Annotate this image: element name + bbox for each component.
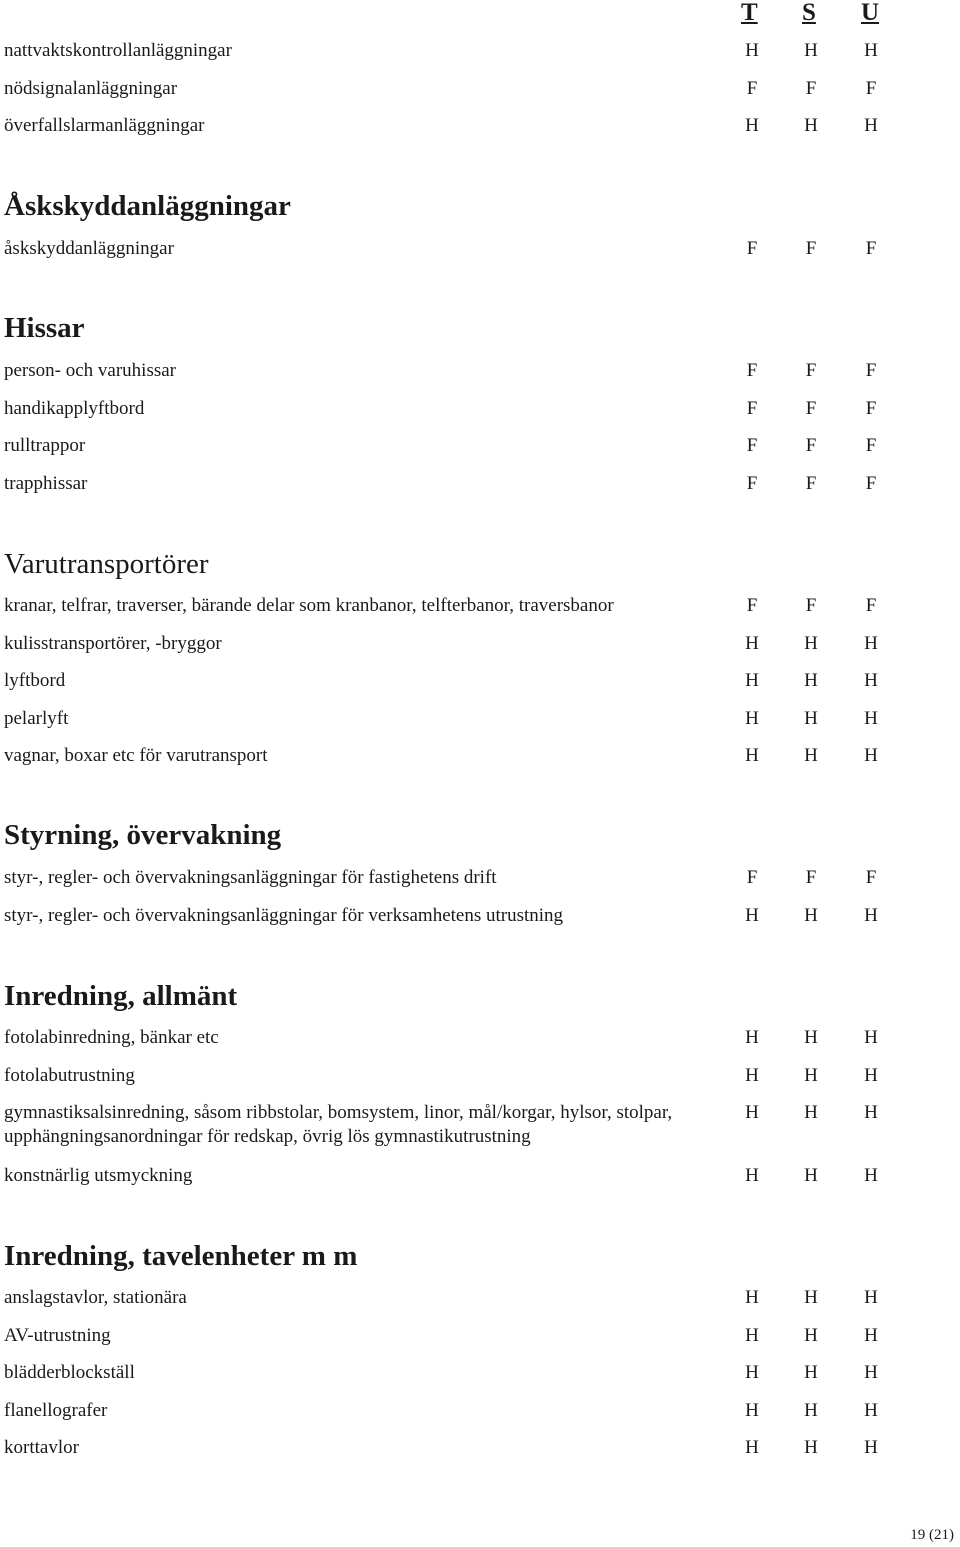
row-label: person- och varuhissar bbox=[4, 360, 177, 381]
cell-u: F bbox=[865, 238, 877, 259]
table-row bbox=[4, 1399, 954, 1439]
table-row bbox=[4, 866, 954, 906]
cell-t: H bbox=[745, 1362, 759, 1383]
table-row bbox=[4, 707, 954, 747]
cell-s: F bbox=[805, 867, 817, 888]
cell-s: F bbox=[805, 398, 817, 419]
cell-t: F bbox=[746, 78, 758, 99]
cell-u: F bbox=[865, 867, 877, 888]
cell-u: F bbox=[865, 435, 877, 456]
row-label: styr-, regler- och övervakningsanläggningar för verksamhetens utrustning bbox=[4, 905, 564, 926]
cell-t: H bbox=[745, 1400, 759, 1421]
row-label: AV-utrustning bbox=[4, 1325, 111, 1346]
row-label: korttavlor bbox=[4, 1437, 79, 1458]
row-label: pelarlyft bbox=[4, 708, 69, 729]
cell-s: F bbox=[805, 473, 817, 494]
cell-s: H bbox=[804, 1362, 818, 1383]
section-heading: Hissar bbox=[4, 312, 85, 344]
table-row bbox=[4, 1324, 954, 1364]
table-row bbox=[4, 359, 954, 399]
cell-s: H bbox=[804, 40, 818, 61]
table-row bbox=[4, 594, 954, 634]
cell-t: F bbox=[746, 435, 758, 456]
column-header-t: T bbox=[741, 0, 758, 26]
table-row bbox=[4, 237, 954, 277]
table-row bbox=[4, 77, 954, 117]
table-row bbox=[4, 434, 954, 474]
cell-u: F bbox=[865, 78, 877, 99]
row-label: konstnärlig utsmyckning bbox=[4, 1165, 193, 1186]
cell-t: H bbox=[745, 1027, 759, 1048]
table-row bbox=[4, 632, 954, 672]
table-row bbox=[4, 669, 954, 709]
row-label: anslagstavlor, stationära bbox=[4, 1287, 187, 1308]
cell-s: H bbox=[804, 115, 818, 136]
cell-u: F bbox=[865, 595, 877, 616]
cell-t: H bbox=[745, 1065, 759, 1086]
cell-t: F bbox=[746, 238, 758, 259]
cell-t: F bbox=[746, 867, 758, 888]
cell-s: H bbox=[804, 1065, 818, 1086]
table-row bbox=[4, 904, 954, 944]
section-heading: Åskskyddanläggningar bbox=[4, 190, 291, 222]
page-number: 19 (21) bbox=[910, 1527, 954, 1543]
cell-t: H bbox=[745, 40, 759, 61]
cell-s: F bbox=[805, 360, 817, 381]
row-label: rulltrappor bbox=[4, 435, 86, 456]
cell-s: H bbox=[804, 1325, 818, 1346]
cell-u: H bbox=[864, 1437, 878, 1458]
table-row bbox=[4, 397, 954, 437]
table-row bbox=[4, 1164, 954, 1204]
cell-t: H bbox=[745, 745, 759, 766]
cell-t: H bbox=[745, 670, 759, 691]
table-row bbox=[4, 39, 954, 79]
table-row bbox=[4, 1361, 954, 1401]
cell-u: H bbox=[864, 670, 878, 691]
column-header-u: U bbox=[861, 0, 880, 26]
table-row bbox=[4, 1101, 954, 1163]
cell-s: F bbox=[805, 435, 817, 456]
cell-t: H bbox=[745, 1165, 759, 1186]
section-heading: Inredning, tavelenheter m m bbox=[4, 1240, 358, 1272]
table-row bbox=[4, 472, 954, 512]
cell-s: H bbox=[804, 670, 818, 691]
cell-u: H bbox=[864, 708, 878, 729]
cell-u: H bbox=[864, 1400, 878, 1421]
cell-u: H bbox=[864, 1287, 878, 1308]
cell-u: H bbox=[864, 40, 878, 61]
cell-t: H bbox=[745, 1325, 759, 1346]
table-row bbox=[4, 1436, 954, 1476]
table-row bbox=[4, 744, 954, 784]
cell-s: H bbox=[804, 708, 818, 729]
row-label: handikapplyftbord bbox=[4, 398, 145, 419]
table-row bbox=[4, 1064, 954, 1104]
row-label: gymnastiksalsinredning, såsom ribbstolar, bomsystem, linor, mål/korgar, hylsor, stolpar, upphängningsanordningar för redskap, övrig lös gymnastikutrustning bbox=[4, 1102, 673, 1147]
row-label: fotolabutrustning bbox=[4, 1065, 135, 1086]
row-label: lyftbord bbox=[4, 670, 66, 691]
section-heading: Styrning, övervakning bbox=[4, 819, 282, 851]
cell-s: F bbox=[805, 78, 817, 99]
cell-s: H bbox=[804, 1165, 818, 1186]
cell-t: H bbox=[745, 115, 759, 136]
cell-u: H bbox=[864, 745, 878, 766]
cell-s: H bbox=[804, 1400, 818, 1421]
cell-t: H bbox=[745, 1437, 759, 1458]
row-label: överfallslarmanläggningar bbox=[4, 115, 205, 136]
row-label: nattvaktskontrollanläggningar bbox=[4, 40, 232, 61]
cell-u: H bbox=[864, 1027, 878, 1048]
row-label: blädderblockställ bbox=[4, 1362, 135, 1383]
cell-u: F bbox=[865, 473, 877, 494]
cell-u: H bbox=[864, 1065, 878, 1086]
row-label: fotolabinredning, bänkar etc bbox=[4, 1027, 219, 1048]
cell-u: F bbox=[865, 398, 877, 419]
cell-s: H bbox=[804, 633, 818, 654]
cell-u: H bbox=[864, 1102, 878, 1123]
cell-s: F bbox=[805, 238, 817, 259]
cell-u: H bbox=[864, 115, 878, 136]
row-label: åskskyddanläggningar bbox=[4, 238, 174, 259]
table-row bbox=[4, 1286, 954, 1326]
row-label: flanellografer bbox=[4, 1400, 108, 1421]
cell-t: F bbox=[746, 595, 758, 616]
cell-u: F bbox=[865, 360, 877, 381]
row-label: nödsignalanläggningar bbox=[4, 78, 178, 99]
section-heading: Inredning, allmänt bbox=[4, 980, 238, 1012]
cell-t: H bbox=[745, 905, 759, 926]
cell-t: H bbox=[745, 708, 759, 729]
row-label: styr-, regler- och övervakningsanläggningar för fastighetens drift bbox=[4, 867, 497, 888]
cell-s: H bbox=[804, 1287, 818, 1308]
table-row bbox=[4, 114, 954, 154]
column-header-s: S bbox=[802, 0, 816, 26]
row-label: vagnar, boxar etc för varutransport bbox=[4, 745, 268, 766]
cell-t: F bbox=[746, 473, 758, 494]
row-label: kranar, telfrar, traverser, bärande delar som kranbanor, telfterbanor, traversbanor bbox=[4, 595, 614, 616]
cell-t: F bbox=[746, 360, 758, 381]
cell-u: H bbox=[864, 633, 878, 654]
cell-t: H bbox=[745, 1102, 759, 1123]
cell-u: H bbox=[864, 905, 878, 926]
cell-u: H bbox=[864, 1362, 878, 1383]
section-heading: Varutransportörer bbox=[4, 548, 209, 580]
row-label: trapphissar bbox=[4, 473, 88, 494]
cell-s: H bbox=[804, 1102, 818, 1123]
row-label: kulisstransportörer, -bryggor bbox=[4, 633, 222, 654]
cell-s: H bbox=[804, 1027, 818, 1048]
cell-t: H bbox=[745, 1287, 759, 1308]
cell-s: H bbox=[804, 905, 818, 926]
cell-u: H bbox=[864, 1325, 878, 1346]
cell-s: F bbox=[805, 595, 817, 616]
table-row bbox=[4, 1026, 954, 1066]
cell-t: F bbox=[746, 398, 758, 419]
cell-t: H bbox=[745, 633, 759, 654]
cell-s: H bbox=[804, 745, 818, 766]
cell-u: H bbox=[864, 1165, 878, 1186]
cell-s: H bbox=[804, 1437, 818, 1458]
